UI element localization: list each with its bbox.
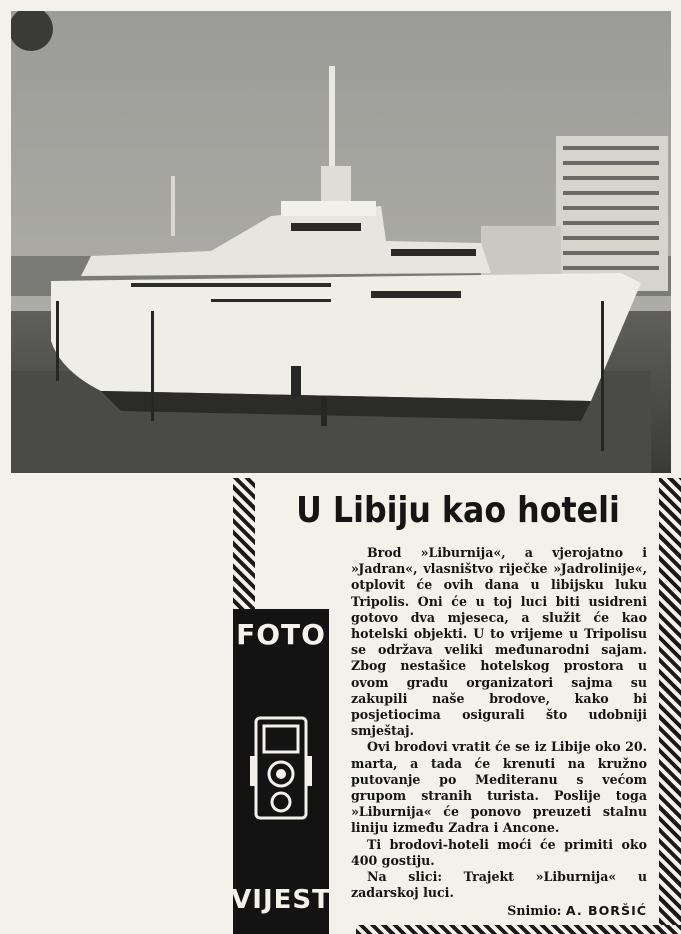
camera-icon <box>250 716 312 820</box>
article <box>233 478 681 934</box>
paragraph: Ti brodovi-hoteli moći će primiti oko 400 gostiju. <box>351 836 647 868</box>
paragraph: Na slici: Trajekt »Liburnija« u zadarskoj luci. <box>351 869 647 901</box>
headline: U Libiju kao hoteli <box>296 489 620 531</box>
paragraph: Ovi brodovi vratit će se iz Libije oko 20. marta, a tada će krenuti na kružno putovanje po Mediteranu s većom grupom stranih turista. Poslije toga »Liburnija« će ponovo preuzeti stalnu liniju između Zadra i Ancone. <box>351 739 647 836</box>
credit-name: A. BORŠIĆ <box>565 903 647 919</box>
ship-in-harbor-photo <box>11 11 671 473</box>
paragraph: Brod »Liburnija«, a vjerojatno i »Jadran«, vlasništvo riječke »Jadrolinije«, otplovit će ovih dana u libijsku luku Tripolis. Oni će u toj luci biti usidreni gotovo dva mjeseca, a služit će kao hotelski objekti. U to vrijeme u Tripolisu se održava veliki međunarodni sajam. Zbog nestašice hotelskog prostora u ovom gradu organizatori sajma su zakupili naše brodove, kako bi posjetiocima osigurali što udobniji smještaj. <box>351 545 647 739</box>
badge-bottom-label: VIJEST <box>231 884 331 915</box>
credit-prefix: Snimio: <box>507 903 562 919</box>
article-body <box>231 545 647 934</box>
badge-top-label: FOTO <box>236 618 326 651</box>
ship-photo <box>11 11 671 473</box>
hatch-border-left <box>233 478 255 614</box>
hatch-border-right <box>659 478 681 934</box>
foto-vijest-badge <box>233 609 329 934</box>
